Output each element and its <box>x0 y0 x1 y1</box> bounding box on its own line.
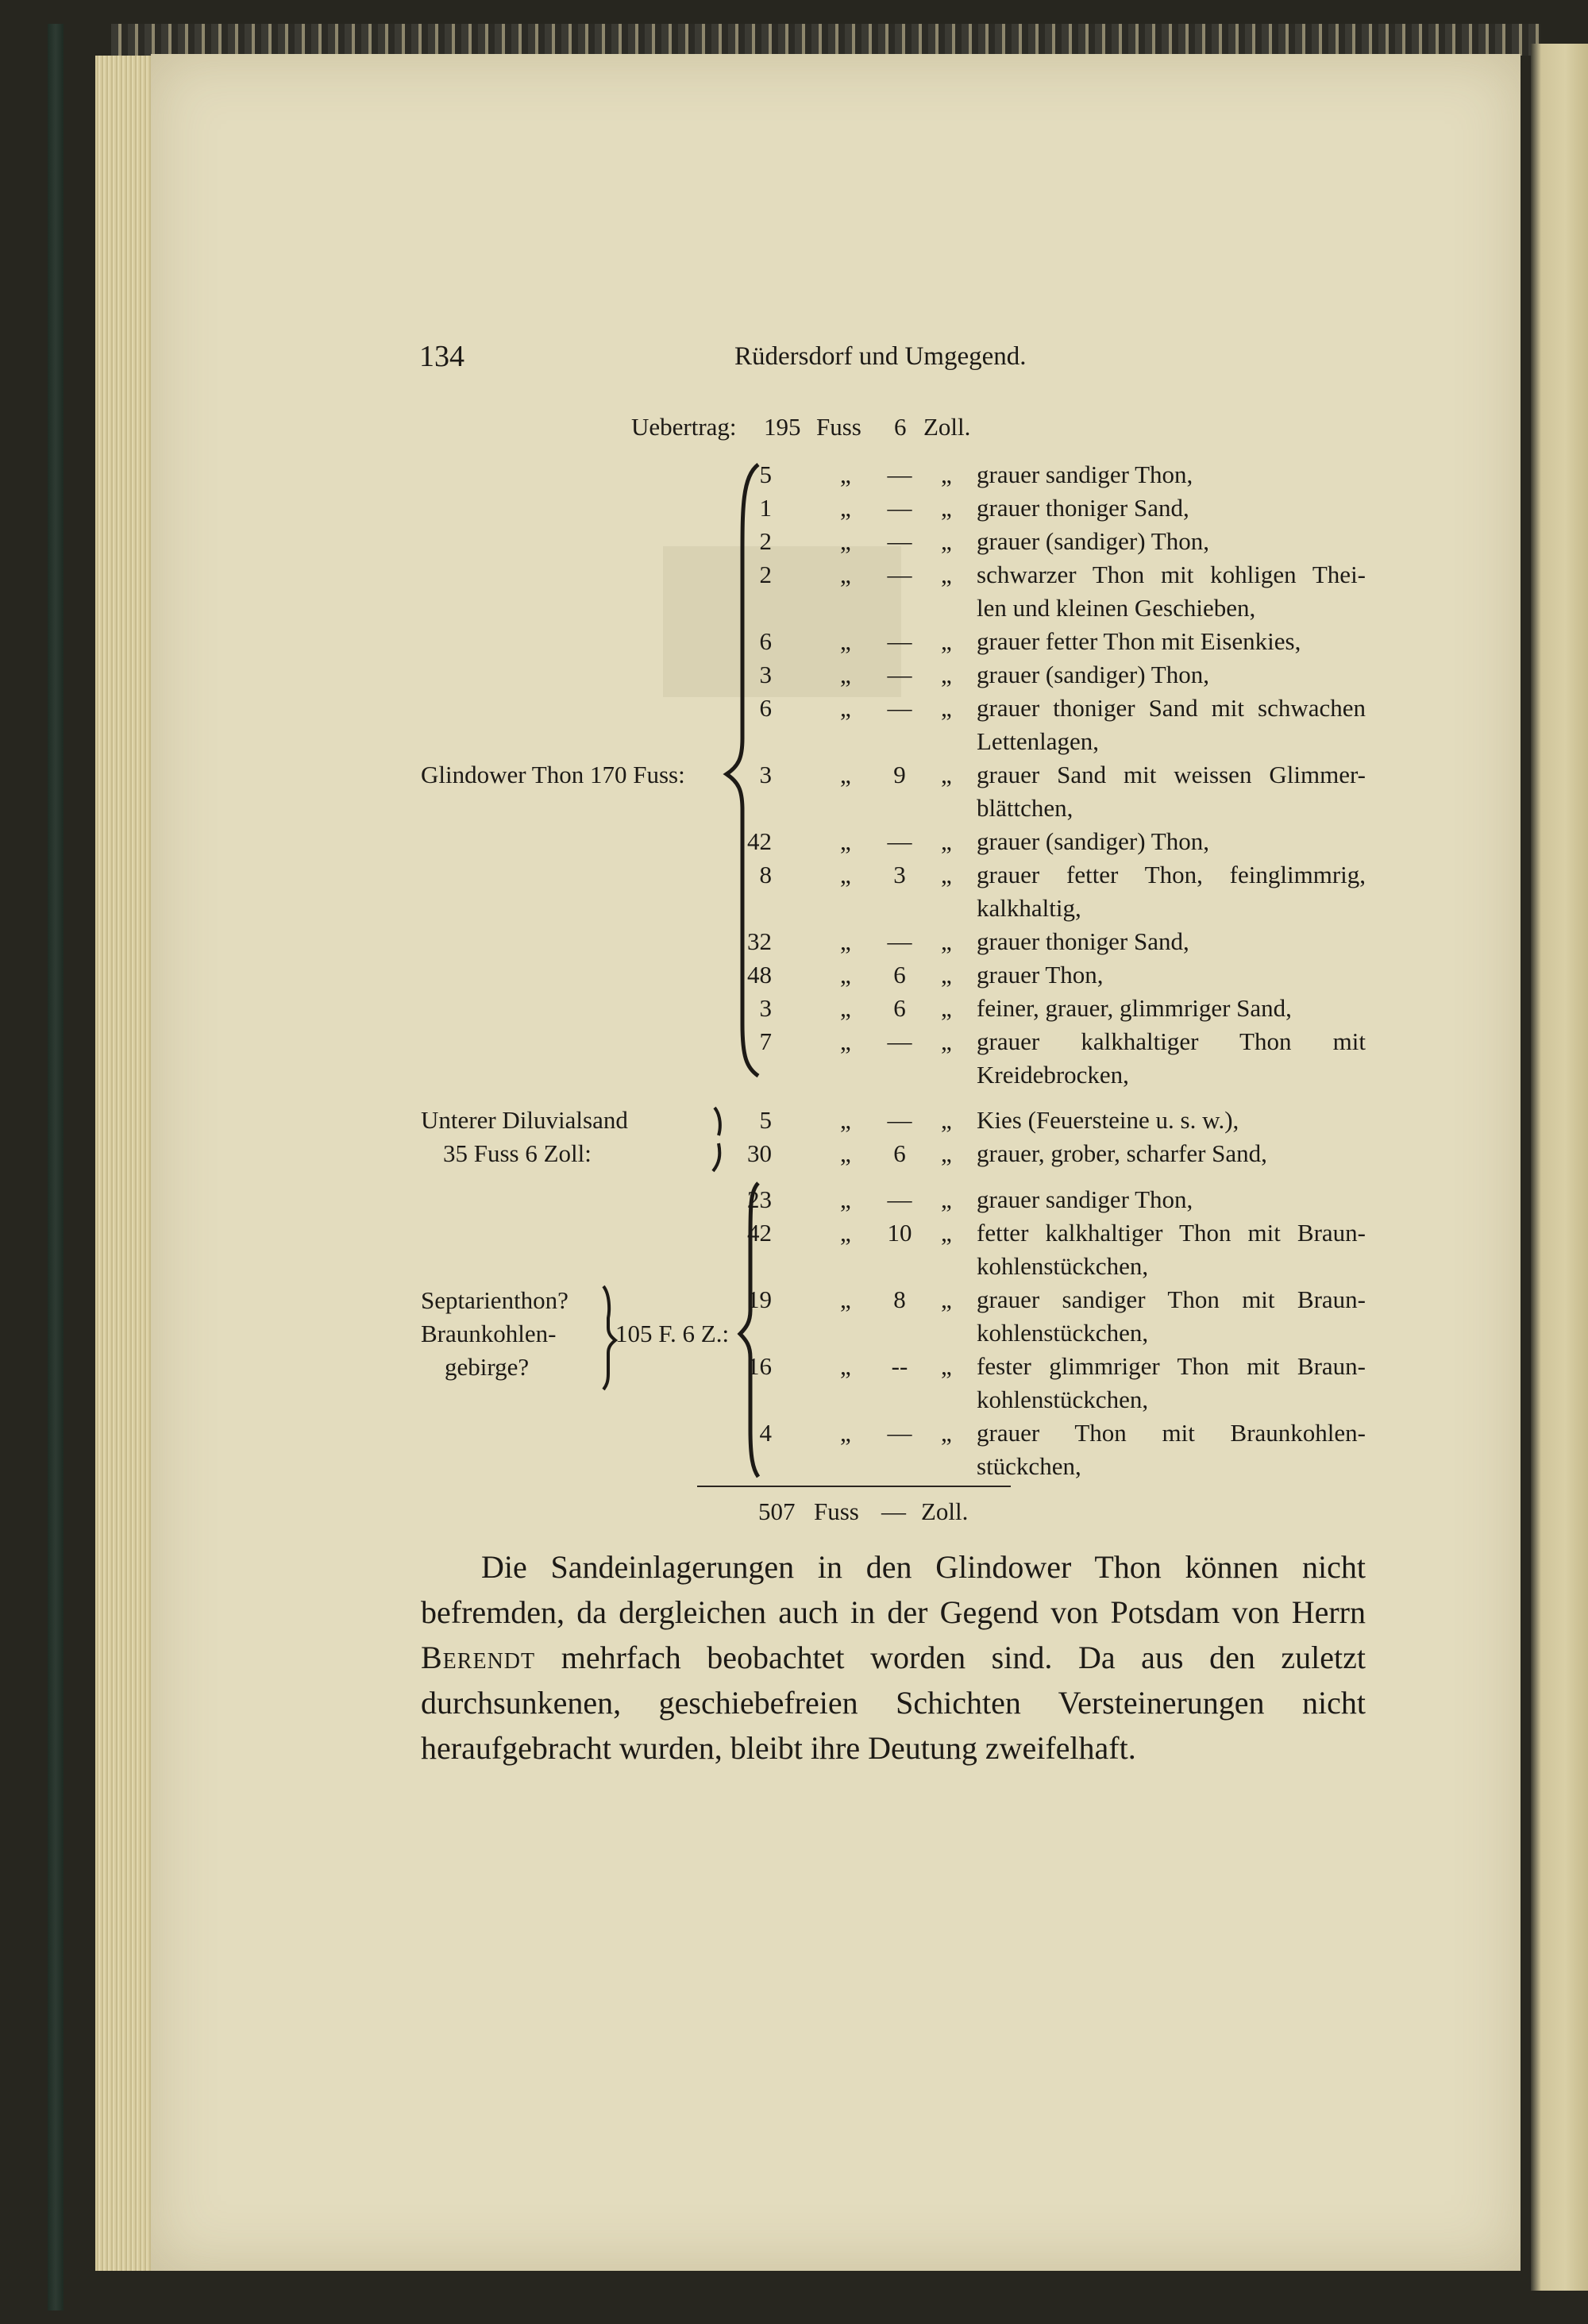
group-label: 35 Fuss 6 Zoll: <box>443 1139 592 1167</box>
row-feet: 6 <box>759 694 772 722</box>
row-feet: 16 <box>747 1352 772 1380</box>
page-number: 134 <box>419 340 464 373</box>
row-description: grauer, grober, scharfer Sand, <box>977 1139 1267 1167</box>
ditto-mark: „ <box>840 994 851 1022</box>
ditto-mark: „ <box>840 1139 851 1167</box>
paragraph-text-2: mehrfach beobachtet worden sind. Da aus den zuletzt durchsunkenen, geschiebefreien Schichten Versteinerungen nicht heraufgebracht wurden, bleibt ihre Deutung zweifelhaft. <box>421 1640 1366 1766</box>
total-feet: 507 <box>758 1497 796 1525</box>
ditto-mark: „ <box>840 1285 851 1313</box>
row-inches: — <box>887 461 912 488</box>
group-label: Braunkohlen- <box>421 1320 557 1347</box>
ditto-mark: „ <box>840 1185 851 1213</box>
row-feet: 32 <box>747 927 772 955</box>
row-description: grauer fetter Thon, feinglimmrig, <box>977 861 1366 888</box>
ditto-mark: „ <box>941 1185 952 1213</box>
row-inches: 6 <box>893 994 906 1022</box>
ditto-mark: „ <box>840 927 851 955</box>
row-description: grauer (sandiger) Thon, <box>977 661 1209 688</box>
row-feet: 6 <box>759 627 772 655</box>
ditto-mark: „ <box>941 927 952 955</box>
carryover-feet-unit: Fuss <box>816 413 861 441</box>
total-inches: — <box>881 1497 906 1525</box>
row-inches: 3 <box>893 861 906 888</box>
row-description: grauer sandiger Thon, <box>977 1185 1193 1213</box>
row-feet: 19 <box>747 1285 772 1313</box>
row-inches: 6 <box>893 1139 906 1167</box>
author-name: Berendt <box>421 1640 536 1675</box>
row-description: grauer Sand mit weissen Glimmer- <box>977 761 1366 788</box>
carryover-inches: 6 <box>894 413 907 441</box>
row-description: Kies (Feuersteine u. s. w.), <box>977 1106 1239 1134</box>
ditto-mark: „ <box>840 627 851 655</box>
row-description: grauer thoniger Sand, <box>977 494 1189 522</box>
group-label: gebirge? <box>445 1353 530 1381</box>
group-label: Glindower Thon 170 Fuss: <box>421 761 685 788</box>
row-feet: 3 <box>759 994 772 1022</box>
row-inches: — <box>887 694 912 722</box>
ditto-mark: „ <box>941 627 952 655</box>
row-feet: 42 <box>747 1219 772 1247</box>
row-feet: 3 <box>759 661 772 688</box>
group-label: Septarienthon? <box>421 1286 569 1314</box>
row-inches: -- <box>891 1352 908 1380</box>
ditto-mark: „ <box>941 561 952 588</box>
brace-septarien-inner <box>603 1286 615 1389</box>
ditto-mark: „ <box>840 461 851 488</box>
row-description: fester glimmriger Thon mit Braun- <box>977 1352 1366 1380</box>
ditto-mark: „ <box>941 1106 952 1134</box>
carryover-label: Uebertrag: <box>631 413 737 441</box>
row-inches: — <box>887 1419 912 1447</box>
closing-paragraph <box>421 1544 1366 1771</box>
row-feet: 48 <box>747 961 772 989</box>
total-feet-unit: Fuss <box>814 1497 859 1525</box>
ditto-mark: „ <box>840 694 851 722</box>
row-description: fetter kalkhaltiger Thon mit Braun- <box>977 1219 1366 1247</box>
ditto-mark: „ <box>840 761 851 788</box>
ditto-mark: „ <box>840 1027 851 1055</box>
row-description: grauer thoniger Sand mit schwachen <box>977 694 1366 722</box>
ditto-mark: „ <box>840 1106 851 1134</box>
row-feet: 42 <box>747 827 772 855</box>
ditto-mark: „ <box>840 1352 851 1380</box>
row-description: blättchen, <box>977 794 1073 822</box>
row-inches: — <box>887 1027 912 1055</box>
row-description: grauer Thon, <box>977 961 1104 989</box>
row-feet: 1 <box>759 494 772 522</box>
ditto-mark: „ <box>840 1419 851 1447</box>
group-subtotal: 105 F. 6 Z.: <box>615 1320 730 1347</box>
row-description: grauer kalkhaltiger Thon mit <box>977 1027 1366 1055</box>
row-description: grauer thoniger Sand, <box>977 927 1189 955</box>
row-description: kalkhaltig, <box>977 894 1081 922</box>
row-description: grauer fetter Thon mit Eisenkies, <box>977 627 1301 655</box>
row-description: grauer sandiger Thon mit Braun- <box>977 1285 1366 1313</box>
brace-glindower <box>727 464 758 1076</box>
running-title: Rüdersdorf und Umgegend. <box>734 342 1027 371</box>
row-feet: 4 <box>759 1419 772 1447</box>
paragraph-text-1: Die Sandeinlagerungen in den Glindower Thon können nicht befremden, da dergleichen auch in der Gegend von Potsdam von Herrn <box>421 1549 1366 1630</box>
row-inches: — <box>887 1185 912 1213</box>
total-inches-unit: Zoll. <box>921 1497 969 1525</box>
row-inches: 8 <box>893 1285 906 1313</box>
ditto-mark: „ <box>840 827 851 855</box>
row-description: Lettenlagen, <box>977 727 1100 755</box>
row-inches: — <box>887 527 912 555</box>
row-description: grauer (sandiger) Thon, <box>977 527 1209 555</box>
ditto-mark: „ <box>941 661 952 688</box>
row-feet: 2 <box>759 527 772 555</box>
ditto-mark: „ <box>941 1285 952 1313</box>
row-feet: 5 <box>759 1106 772 1134</box>
ditto-mark: „ <box>941 494 952 522</box>
sum-rule <box>697 1486 1011 1487</box>
row-description: kohlenstückchen, <box>977 1386 1149 1413</box>
group-label: Unterer Diluvialsand <box>421 1106 628 1134</box>
row-inches: — <box>887 661 912 688</box>
ditto-mark: „ <box>840 494 851 522</box>
ditto-mark: „ <box>941 1139 952 1167</box>
ditto-mark: „ <box>941 1027 952 1055</box>
row-inches: — <box>887 827 912 855</box>
row-description: grauer (sandiger) Thon, <box>977 827 1209 855</box>
row-inches: — <box>887 494 912 522</box>
carryover-feet: 195 <box>764 413 801 441</box>
ditto-mark: „ <box>941 1219 952 1247</box>
row-feet: 5 <box>759 461 772 488</box>
row-inches: — <box>887 1106 912 1134</box>
row-feet: 3 <box>759 761 772 788</box>
row-description: schwarzer Thon mit kohligen Thei- <box>977 561 1366 588</box>
row-description: feiner, grauer, glimmriger Sand, <box>977 994 1292 1022</box>
row-description: kohlenstückchen, <box>977 1319 1149 1347</box>
ditto-mark: „ <box>941 527 952 555</box>
brace-diluvial <box>713 1108 720 1171</box>
row-inches: — <box>887 627 912 655</box>
ditto-mark: „ <box>941 994 952 1022</box>
ditto-mark: „ <box>840 961 851 989</box>
row-inches: 10 <box>887 1219 912 1247</box>
brace-septarien-outer <box>740 1183 758 1477</box>
row-description: kohlenstückchen, <box>977 1252 1149 1280</box>
ditto-mark: „ <box>941 461 952 488</box>
row-inches: — <box>887 927 912 955</box>
ditto-mark: „ <box>941 694 952 722</box>
ditto-mark: „ <box>840 861 851 888</box>
row-inches: 9 <box>893 761 906 788</box>
ditto-mark: „ <box>941 827 952 855</box>
ditto-mark: „ <box>840 527 851 555</box>
ditto-mark: „ <box>941 961 952 989</box>
ditto-mark: „ <box>941 1419 952 1447</box>
row-feet: 7 <box>759 1027 772 1055</box>
row-inches: 6 <box>893 961 906 989</box>
ditto-mark: „ <box>840 661 851 688</box>
row-feet: 2 <box>759 561 772 588</box>
ditto-mark: „ <box>941 861 952 888</box>
row-description: grauer sandiger Thon, <box>977 461 1193 488</box>
row-inches: — <box>887 561 912 588</box>
row-description: grauer Thon mit Braunkohlen- <box>977 1419 1366 1447</box>
ditto-mark: „ <box>941 1352 952 1380</box>
ditto-mark: „ <box>840 1219 851 1247</box>
row-description: Kreidebrocken, <box>977 1061 1129 1089</box>
ditto-mark: „ <box>840 561 851 588</box>
row-description: len und kleinen Geschieben, <box>977 594 1256 622</box>
row-feet: 8 <box>759 861 772 888</box>
ditto-mark: „ <box>941 761 952 788</box>
row-feet: 30 <box>747 1139 772 1167</box>
carryover-inches-unit: Zoll. <box>923 413 971 441</box>
row-feet: 23 <box>747 1185 772 1213</box>
row-description: stückchen, <box>977 1452 1081 1480</box>
